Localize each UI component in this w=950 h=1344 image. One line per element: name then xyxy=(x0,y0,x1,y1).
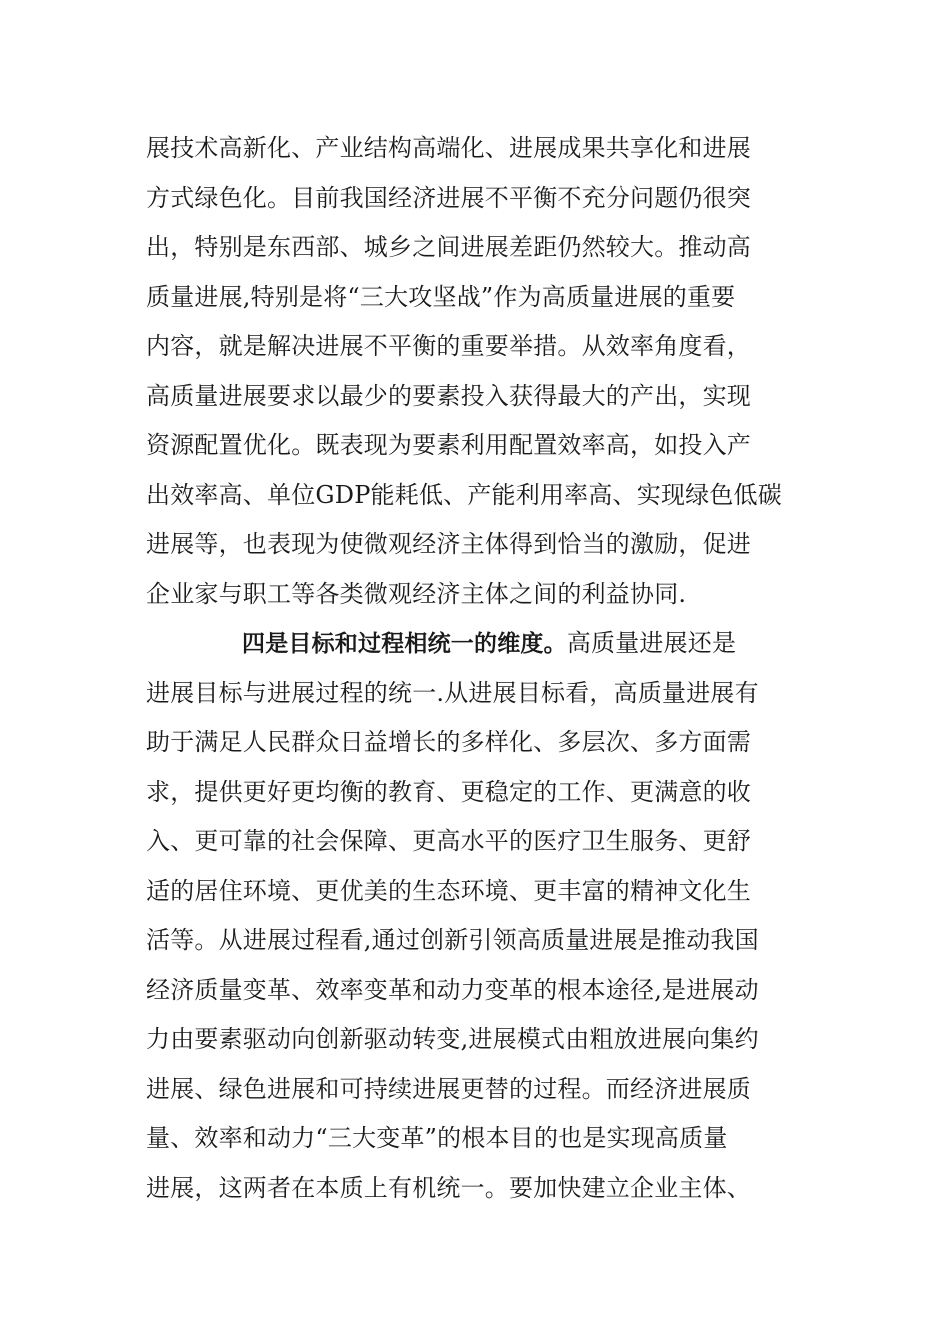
text-line: 进展、绿色进展和可持续进展更替的过程。而经济进展质 xyxy=(146,1074,751,1103)
paragraph-first-line xyxy=(146,619,826,669)
text-line: 进展等，也表现为使微观经济主体得到恰当的激励，促进 xyxy=(146,530,751,558)
text-line: 求，提供更好更均衡的教育、更稳定的工作、更满意的收 xyxy=(146,777,751,806)
text-line: 内容，就是解决进展不平衡的重要举措。从效率角度看， xyxy=(146,332,751,360)
text-line: 助于满足人民群众日益增长的多样化、多层次、多方面需 xyxy=(146,728,751,756)
text-line: 质量进展,特别是将“三大攻坚战”作为高质量进展的重要 xyxy=(146,282,736,311)
paragraph-2 xyxy=(146,619,826,1213)
paragraph-heading: 四是目标和过程相统一的维度。 xyxy=(242,631,567,657)
text-line: 入、更可靠的社会保障、更高水平的医疗卫生服务、更舒 xyxy=(146,827,751,855)
text-line: 进展目标与进展过程的统一.从进展目标看，高质量进展有 xyxy=(146,678,759,707)
text-line: 量、效率和动力“三大变革”的根本目的也是实现高质量 xyxy=(146,1124,728,1152)
text-line: 适的居住环境、更优美的生态环境、更丰富的精神文化生 xyxy=(146,876,751,905)
text-line: 展技术高新化、产业结构高端化、进展成果共享化和进展 xyxy=(146,134,751,162)
text-line: 出，特别是东西部、城乡之间进展差距仍然较大。推动高 xyxy=(146,233,751,261)
text-run: 高质量进展还是 xyxy=(566,629,737,657)
text-line: 经济质量变革、效率变革和动力变革的根本途径,是进展动 xyxy=(146,975,759,1004)
paragraph-1 xyxy=(146,124,826,619)
text-line: 力由要素驱动向创新驱动转变,进展模式由粗放进展向集约 xyxy=(146,1025,759,1053)
text-line: 活等。从进展过程看,通过创新引领高质量进展是推动我国 xyxy=(146,926,759,954)
text-line: 进展，这两者在本质上有机统一。要加快建立企业主体、 xyxy=(146,1173,751,1202)
text-line: 方式绿色化。目前我国经济进展不平衡不充分问题仍很突 xyxy=(146,183,751,212)
text-line: 企业家与职工等各类微观经济主体之间的利益协同. xyxy=(146,579,687,608)
body-text xyxy=(146,124,826,1213)
text-line: 高质量进展要求以最少的要素投入获得最大的产出，实现 xyxy=(146,381,751,410)
text-line: 出效率高、单位GDP能耗低、产能利用率高、实现绿色低碳 xyxy=(146,480,782,509)
text-line: 资源配置优化。既表现为要素利用配置效率高，如投入产 xyxy=(146,431,751,459)
